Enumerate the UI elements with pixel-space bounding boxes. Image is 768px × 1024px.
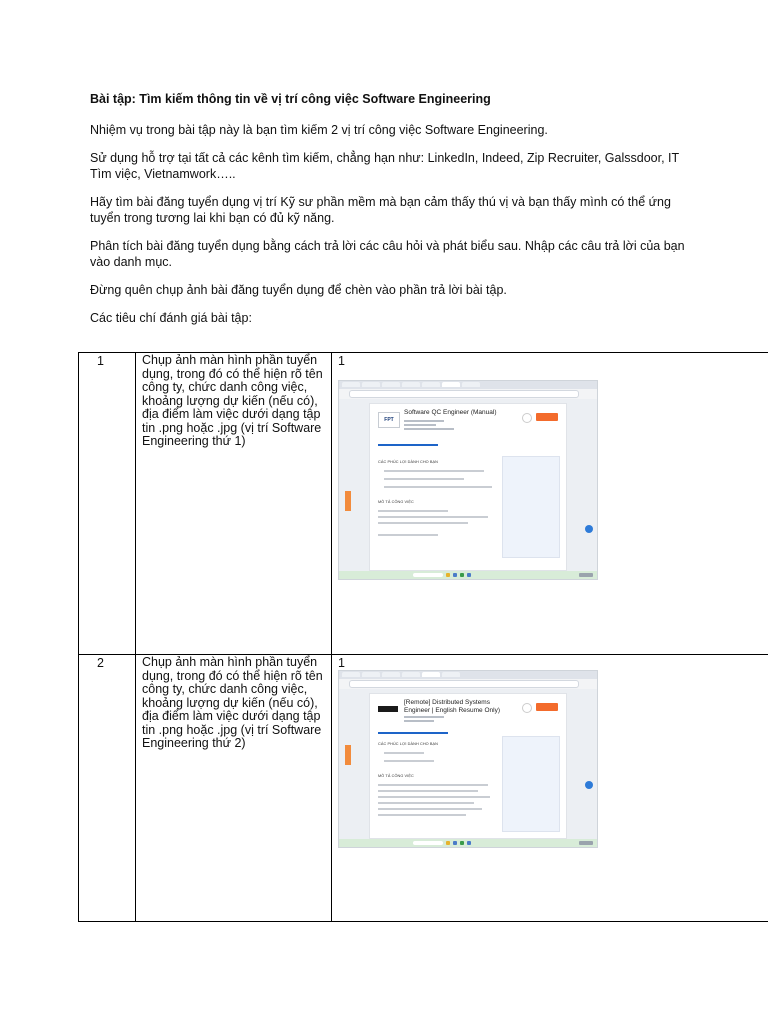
paragraph-criteria-heading: Các tiêu chí đánh giá bài tập:	[90, 311, 252, 325]
document-body	[90, 92, 690, 338]
apply-button	[536, 703, 558, 711]
browser-tabs	[339, 671, 597, 679]
job-card	[369, 403, 567, 571]
job-description-heading: MÔ TẢ CÔNG VIỆC	[378, 774, 414, 778]
company-logo: FPT	[378, 412, 400, 428]
criterion-text: Chụp ảnh màn hình phần tuyển dụng, trong đó có thể hiện rõ tên công ty, chức danh công việc, khoảng lượng dự kiến (nếu có), địa điểm làm việc dưới dạng tập tin .png hoặc .jpg (vị trí Software Engineering thứ 1)	[136, 353, 332, 655]
row-number: 2	[79, 655, 136, 922]
answer-label: 1	[338, 354, 345, 368]
paragraph-task: Nhiệm vụ trong bài tập này là bạn tìm kiếm 2 vị trí công việc Software Engineering.	[90, 123, 548, 137]
side-tag	[345, 745, 351, 765]
chat-icon	[585, 525, 593, 533]
job-post-screenshot	[338, 670, 598, 848]
job-title: [Remote] Distributed Systems Engineer | English Resume Only)	[404, 699, 500, 714]
job-title: Software QC Engineer (Manual)	[404, 409, 497, 416]
row-number: 1	[79, 353, 136, 655]
benefits-heading: CÁC PHÚC LỢI DÀNH CHO BẠN	[378, 742, 438, 746]
taskbar	[339, 571, 597, 579]
paragraph-analyze: Phân tích bài đăng tuyển dụng bằng cách trả lời các câu hỏi và phát biểu sau. Nhập các câu trả lời của bạn vào danh mục.	[90, 239, 685, 269]
table-row	[79, 353, 768, 655]
benefits-heading: CÁC PHÚC LỢI DÀNH CHO BẠN	[378, 460, 438, 464]
paragraph-channels: Sử dụng hỗ trợ tại tất cả các kênh tìm kiếm, chẳng hạn như: LinkedIn, Indeed, Zip Recruiter, Galssdoor, IT Tìm việc, Vietnamwork…..	[90, 151, 679, 181]
chat-icon	[585, 781, 593, 789]
table-row	[79, 655, 768, 922]
address-bar	[349, 680, 579, 688]
paragraph-find-post: Hãy tìm bài đăng tuyển dụng vị trí Kỹ sư phần mềm mà bạn cảm thấy thú vị và bạn thấy mình có thể ứng tuyển trong tương lai khi bạn có đủ kỹ năng.	[90, 195, 671, 225]
job-site	[339, 689, 597, 839]
taskbar	[339, 839, 597, 847]
criterion-text: Chụp ảnh màn hình phần tuyển dụng, trong đó có thể hiện rõ tên công ty, chức danh công việc, khoảng lượng dự kiến (nếu có), địa điểm làm việc dưới dạng tập tin .png hoặc .jpg (vị trí Software Engineering thứ 2)	[136, 655, 332, 922]
job-info-panel	[502, 456, 560, 558]
answer-label: 1	[338, 656, 345, 670]
assignment-title: Bài tập: Tìm kiếm thông tin về vị trí công việc Software Engineering	[90, 92, 491, 106]
paragraph-screenshot-reminder: Đừng quên chụp ảnh bài đăng tuyển dụng để chèn vào phần trả lời bài tập.	[90, 283, 507, 297]
side-tag	[345, 491, 351, 511]
heart-icon	[522, 413, 532, 423]
job-info-panel	[502, 736, 560, 832]
browser-tabs	[339, 381, 597, 389]
job-post-screenshot	[338, 380, 598, 580]
criteria-table	[78, 352, 768, 922]
answer-cell	[332, 655, 768, 922]
address-bar	[349, 390, 579, 398]
job-site	[339, 399, 597, 571]
company-logo	[378, 706, 398, 712]
job-description-heading: MÔ TẢ CÔNG VIỆC	[378, 500, 414, 504]
apply-button	[536, 413, 558, 421]
job-card	[369, 693, 567, 839]
heart-icon	[522, 703, 532, 713]
answer-cell	[332, 353, 768, 655]
